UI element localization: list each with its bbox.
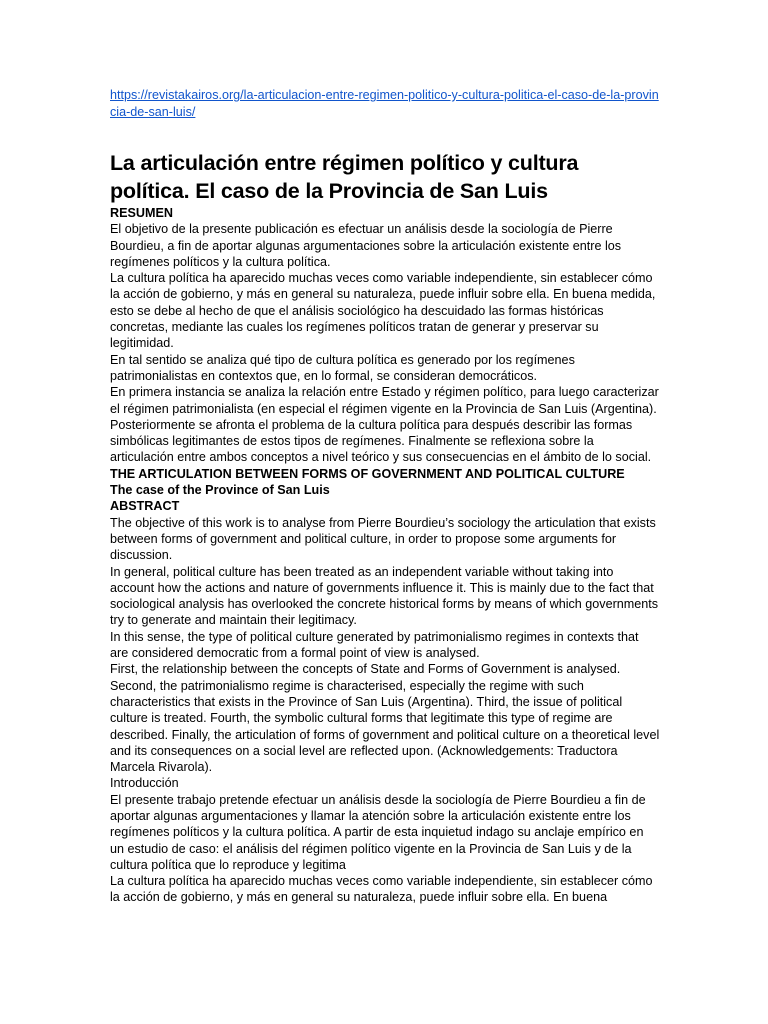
source-url-link[interactable]: https://revistakairos.org/la-articulacion-entre-regimen-politico-y-cultura-politica-el-caso-de-la-provincia-de-san-luis/ <box>110 88 659 119</box>
intro-paragraph-1: El presente trabajo pretende efectuar un análisis desde la sociología de Pierre Bourdieu a fin de aportar algunas argumentaciones y llamar la atención sobre la articulación existente entre los regímenes políticos y la cultura política. A partir de esta inquietud indago su anclaje empírico en un estudio de caso: el análisis del régimen político vigente en la Provincia de San Luis y de la cultura política que lo reproduce y legitima <box>110 792 646 872</box>
intro-heading: Introducción <box>110 776 179 791</box>
intro-paragraph-2: La cultura política ha aparecido muchas veces como variable independiente, sin establecer cómo la acción de gobierno, y más en general su naturaleza, puede influir sobre ella. En buena <box>110 874 653 905</box>
abstract-paragraph-2: In general, political culture has been treated as an independent variable without taking into account how the actions and nature of governments influence it. This is mainly due to the fact that sociological analysis has overlooked the concrete historical forms by means of which governments try to generate and maintain their legitimacy. <box>110 564 659 628</box>
document-title: La articulación entre régimen político y cultura política. El caso de la Provincia de San Luis <box>110 151 579 203</box>
resumen-paragraph-4: En primera instancia se analiza la relación entre Estado y régimen político, para luego caracterizar el régimen patrimonialista (en especial el régimen vigente en la Provincia de San Luis (Argentina). Posteriormente se afronta el problema de la cultura política para después describir las formas simbólicas legitimantes de estos tipos de regímenes. Finalmente se reflexiona sobre la articulación entre ambos conceptos a nivel teórico y sus consecuencias en el ámbito de lo social. <box>110 385 659 465</box>
resumen-paragraph-1: El objetivo de la presente publicación es efectuar un análisis desde la sociología de Pierre Bourdieu, a fin de aportar algunas argumentaciones sobre la articulación existente entre los regímenes políticos y la cultura política. <box>110 222 622 269</box>
english-subtitle: The case of the Province of San Luis <box>110 483 330 498</box>
abstract-paragraph-1: The objective of this work is to analyse from Pierre Bourdieu’s sociology the articulation that exists between forms of government and political culture, in order to propose some arguments for discussion. <box>110 515 656 563</box>
resumen-paragraph-2: La cultura política ha aparecido muchas veces como variable independiente, sin establecer cómo la acción de gobierno, y más en general su naturaleza, puede influir sobre ella. En buena medida, esto se debe al hecho de que el análisis sociológico ha descuidado las formas históricas concretas, mediante las cuales los regímenes políticos tratan de generar y preservar su legitimidad. <box>110 271 656 351</box>
abstract-heading: ABSTRACT <box>110 499 180 514</box>
document-page <box>110 87 660 906</box>
resumen-heading: RESUMEN <box>110 206 173 220</box>
english-title: THE ARTICULATION BETWEEN FORMS OF GOVERNMENT AND POLITICAL CULTURE <box>110 466 625 481</box>
abstract-paragraph-4: First, the relationship between the concepts of State and Forms of Government is analysed. Second, the patrimonialismo regime is characterised, especially the regime with such characteristics that exists in the Province of San Luis (Argentina). Third, the issue of political culture is treated. Fourth, the symbolic cultural forms that legitimate this type of regime are described. Finally, the articulation of forms of government and political culture on a theoretical level and its consequences on a social level are reflected upon. (Acknowledgements: Traductora Marcela Rivarola). <box>110 662 660 775</box>
abstract-paragraph-3: In this sense, the type of political culture generated by patrimonialismo regimes in contexts that are considered democratic from a formal point of view is analysed. <box>110 629 639 661</box>
resumen-paragraph-3: En tal sentido se analiza qué tipo de cultura política es generado por los regímenes patrimonialistas en contextos que, en lo formal, se consideran democráticos. <box>110 352 575 383</box>
